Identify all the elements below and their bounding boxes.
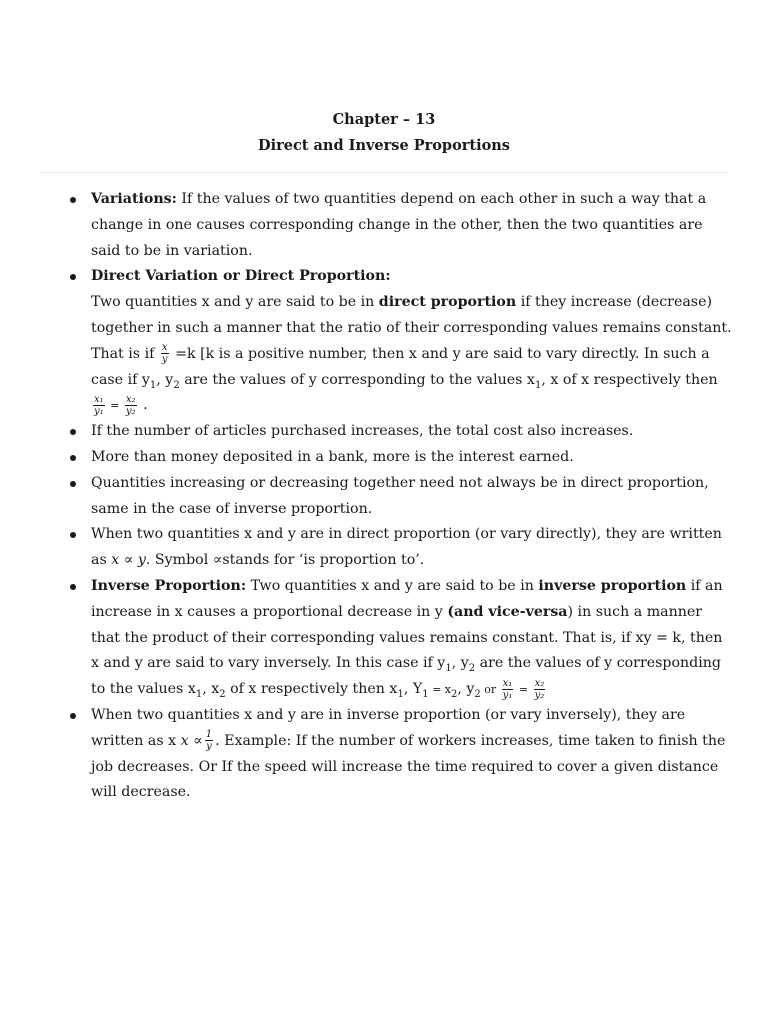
fraction-x2-over-y2 [125, 394, 137, 417]
list-item-money: More than money deposited in a bank, more is the interest earned. [68, 445, 732, 471]
inverse-text-9: = x [428, 683, 451, 697]
subscript: 1 [397, 688, 404, 700]
subscript: 2 [219, 688, 226, 700]
inverse-text-8: , Y [403, 681, 423, 698]
list-item-inverse-proportion [68, 574, 732, 703]
equals-sign: = [106, 399, 123, 413]
list-item-articles: If the number of articles purchased increases, the total cost also increases. [68, 419, 732, 445]
list-item-direct-proportion [68, 264, 732, 419]
direct-text-4: , y [156, 371, 174, 388]
inverse-bold-1: inverse proportion [538, 577, 687, 594]
written-text-3: stands for ‘is proportion to’. [222, 552, 425, 569]
inverse-text-2: if an increase in x causes a proportional decrease in y [91, 577, 723, 620]
direct-text-6: , x of x respectively then [541, 371, 718, 388]
inverse-text-7: of x respectively then x [225, 681, 398, 698]
inverse-text-4: , y [451, 655, 469, 672]
chapter-title: Direct and Inverse Proportions [258, 137, 510, 154]
or-text: or [480, 683, 500, 697]
direct-text-3: =k [k is a positive number, then x and y are said to vary directly. In such a case if y [91, 345, 710, 388]
fraction-x1-over-y1 [502, 678, 514, 701]
math-x-prop: x ∝ [180, 732, 203, 749]
list-item-quantities: Quantities increasing or decreasing together need not always be in direct proportion, same in the case of inverse proportion. [68, 471, 732, 523]
list-item-variations [68, 187, 732, 264]
inverse-text-5: are the values of y corresponding to the values x [91, 655, 722, 698]
subscript: 1 [445, 663, 452, 675]
math-x-prop-y: x ∝ y [111, 552, 146, 569]
subscript: 2 [451, 688, 458, 700]
chapter-heading: Chapter – 13 [332, 111, 436, 128]
subscript: 2 [173, 379, 180, 391]
direct-bold: direct proportion [378, 294, 517, 311]
subscript: 1 [195, 688, 203, 700]
direct-text-2: if they increase (decrease) together in such a manner that the ratio of their corresponding values remains constant. That is if [91, 294, 732, 362]
fraction-numerator: x₁ [94, 393, 104, 405]
fraction-denominator: y₁ [502, 689, 513, 701]
subscript: 1 [149, 379, 157, 391]
fraction-numerator: x [161, 342, 168, 354]
inverse-written-text-2: . Example: If the number of workers increases, time taken to finish the job decreases. Or If the speed will increase the time required to cover a given distance will decrease. [91, 732, 726, 801]
fraction-numerator: 1 [205, 729, 213, 741]
fraction-denominator: y₂ [125, 405, 136, 417]
inverse-label: Inverse Proportion: [91, 577, 247, 594]
subscript: 1 [534, 379, 542, 391]
notes-list [68, 187, 732, 806]
inverse-text-6: , x [202, 681, 220, 698]
fraction-x1-over-y1 [93, 394, 105, 417]
inverse-text-10: , y [457, 681, 475, 698]
title-block [0, 107, 768, 159]
fraction-denominator: y [206, 741, 212, 753]
fraction-1-over-y [205, 729, 213, 752]
direct-end: . [138, 397, 148, 414]
fraction-numerator: x₂ [125, 393, 136, 405]
fraction-denominator: y₁ [94, 405, 104, 417]
inverse-bold-2: (and vice-versa [447, 603, 568, 620]
direct-label: Direct Variation or Direct Proportion: [91, 268, 391, 285]
header-divider [40, 172, 728, 173]
direct-text-1: Two quantities x and y are said to be in [91, 294, 379, 311]
variations-text: If the values of two quantities depend on each other in such a way that a change in one causes corresponding change in the other, then the two quantities are said to be in variation. [91, 191, 707, 259]
equals-sign: = [515, 683, 532, 697]
inverse-text-1: Two quantities x and y are said to be in [246, 577, 539, 594]
subscript: 1 [422, 688, 429, 700]
fraction-x2-over-y2 [534, 678, 546, 701]
variations-label: Variations: [91, 191, 177, 207]
written-text-2: . Symbol [145, 552, 213, 569]
inverse-written-text-1: When two quantities x and y are in inverse proportion (or vary inversely), they are written as x [91, 706, 686, 749]
direct-text-5: are the values of y corresponding to the values x [179, 371, 535, 388]
fraction-denominator: y₂ [534, 689, 545, 701]
subscript: 2 [474, 688, 481, 700]
fraction-numerator: x₂ [534, 677, 545, 689]
subscript: 2 [468, 663, 476, 675]
list-item-inverse-symbol [68, 703, 732, 806]
fraction-denominator: y [161, 354, 168, 366]
fraction-x-over-y [161, 342, 169, 365]
inverse-text-3: ) in such a manner that the product of their corresponding values remains constant. That is, if xy = k, then x and y are said to vary inversely. In this case if y [91, 603, 723, 672]
proportional-symbol: ∝ [212, 552, 223, 569]
written-text-1: When two quantities x and y are in direct proportion (or vary directly), they are written as [91, 526, 722, 569]
list-item-direct-symbol [68, 522, 732, 574]
notes-content [68, 187, 732, 806]
fraction-numerator: x₁ [502, 677, 513, 689]
